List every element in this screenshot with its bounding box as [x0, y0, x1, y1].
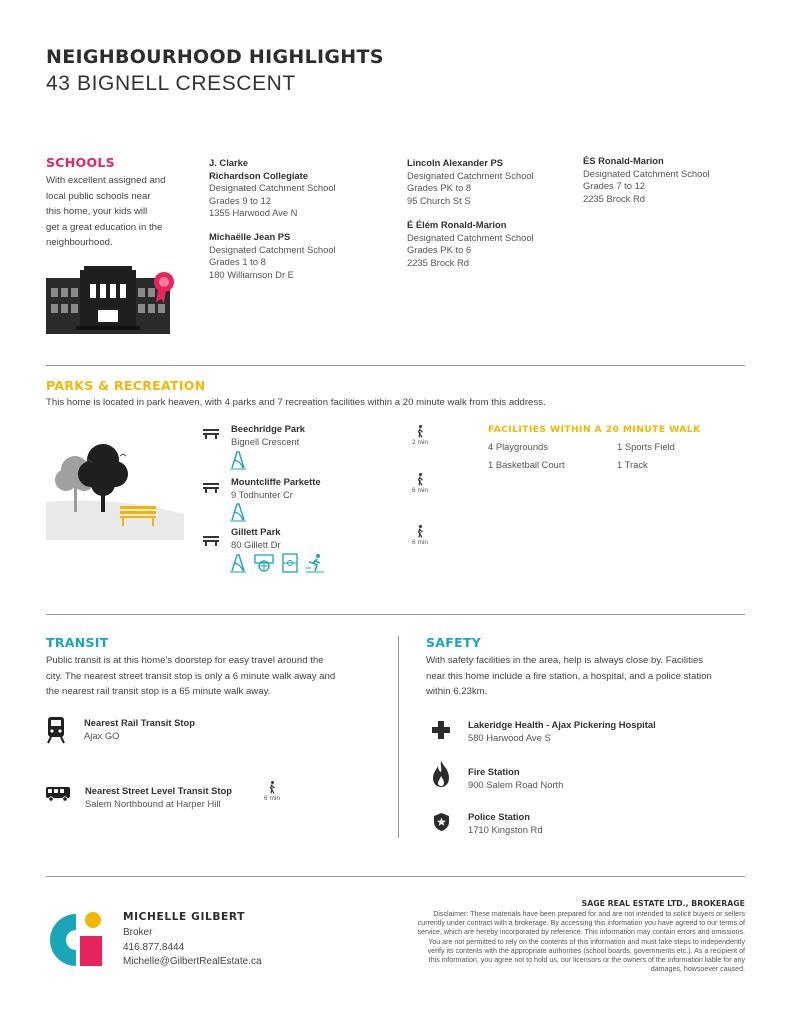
school-item: É Élém Ronald-Marion Designated Catchment School Grades PK to 6 2235 Brock Rd [407, 219, 534, 268]
school-item: J. Clarke Richardson Collegiate Designated Catchment School Grades 9 to 12 1355 Harwood Ave N [209, 157, 336, 219]
park-facility-icons [229, 553, 325, 578]
disclaimer-text: Disclaimer: These materials have been prepared for and are not intended to solicit buyers or sellers currently under contract with a brokerage. By accessing this information you have agreed to our terms of service, which are hereby incorporated by reference. This information may contain errors and omissions. You are not permitted to rely on the contents of this information and must take steps to independently verify its contents with the appropriate authorities (school boards, governments etc.). As a recipient of this information, you agree not to hold us, our licensors or the owners of the information liable for any damages, howsoever caused. [417, 910, 745, 974]
schools-description: With excellent assigned and local public schools near this home, your kids will get a great education in the neighbourhood. [46, 175, 166, 248]
street-transit-stop: Nearest Street Level Transit Stop Salem Northbound at Harper Hill [85, 785, 232, 809]
safety-item: Fire Station 900 Salem Road North [468, 766, 564, 790]
safety-description: With safety facilities in the area, help is always close by. Facilities near this home include a fire station, a hospital, and a police station within 6.23km. [426, 655, 712, 697]
park-name: Mountcliffe Parkette [231, 476, 321, 487]
facility-item: 1 Sports Field [617, 441, 675, 452]
walking-person-icon [416, 525, 424, 538]
agent-logo-icon [46, 910, 106, 970]
agent-phone[interactable]: 416.877.8444 [123, 941, 185, 953]
safety-item: Police Station 1710 Kingston Rd [468, 811, 543, 835]
park-item [203, 426, 219, 444]
playground-slide-icon [229, 450, 247, 470]
playground-slide-icon [229, 553, 247, 573]
page-title: NEIGHBOURHOOD HIGHLIGHTS [46, 46, 384, 68]
transit-description: Public transit is at this home's doorstep for easy travel around the city. The nearest street transit stop is only a 6 minute walk away and the nearest rail transit stop is a 65 minute walk away. [46, 655, 336, 697]
vertical-divider [398, 636, 399, 838]
train-icon [46, 716, 66, 744]
police-badge-icon [433, 812, 450, 832]
walking-person-icon [268, 781, 276, 794]
agent-role: Broker [123, 927, 153, 938]
divider [46, 365, 745, 366]
facility-item: 1 Track [617, 459, 648, 470]
walking-person-icon [416, 425, 424, 438]
walk-time: 6 min [408, 473, 432, 494]
bench-icon [203, 481, 219, 493]
schools-title: SCHOOLS [46, 155, 115, 170]
park-address: 80 Gillett Dr [231, 538, 281, 550]
bench-icon [203, 427, 219, 439]
hospital-cross-icon [431, 720, 451, 740]
rail-transit-stop: Nearest Rail Transit Stop Ajax GO [84, 717, 195, 741]
walk-time: 6 min [408, 525, 432, 546]
running-track-icon [305, 553, 325, 573]
park-name: Gillett Park [231, 526, 281, 537]
park-illustration-icon [46, 440, 186, 540]
sports-field-icon [282, 553, 298, 573]
safety-title: SAFETY [426, 635, 482, 650]
agent-contact [123, 926, 262, 970]
park-name: Beechridge Park [231, 423, 305, 434]
transit-title: TRANSIT [46, 635, 109, 650]
park-address: Bignell Crescent [231, 435, 300, 447]
agent-name: MICHELLE GILBERT [123, 911, 245, 923]
brokerage-name: SAGE REAL ESTATE LTD., BROKERAGE [581, 899, 745, 908]
parks-description: This home is located in park heaven, with 4 parks and 7 recreation facilities within a 20 minute walk from this address. [46, 397, 546, 408]
school-building-icon [46, 266, 186, 336]
walk-time: 6 min [260, 781, 284, 802]
walking-person-icon [416, 473, 424, 486]
divider [46, 876, 745, 877]
facilities-title: FACILITIES WITHIN A 20 MINUTE WALK [488, 424, 701, 435]
park-address: 9 Todhunter Cr [231, 488, 293, 500]
divider [46, 614, 745, 615]
walk-time: 2 min [408, 425, 432, 446]
safety-item: Lakeridge Health - Ajax Pickering Hospital 580 Harwood Ave S [468, 719, 656, 743]
school-item: Michaëlle Jean PS Designated Catchment School Grades 1 to 8 180 Williamson Dr E [209, 231, 336, 280]
bench-icon [203, 534, 219, 546]
basketball-hoop-icon [254, 553, 274, 573]
school-item: Lincoln Alexander PS Designated Catchment School Grades PK to 8 95 Church St S [407, 157, 534, 206]
park-item [203, 480, 219, 498]
school-item: ÉS Ronald-Marion Designated Catchment School Grades 7 to 12 2235 Brock Rd [583, 155, 710, 204]
park-item [203, 533, 219, 551]
facility-item: 1 Basketball Court [488, 459, 565, 470]
playground-slide-icon [229, 502, 247, 522]
fire-flame-icon [432, 760, 450, 788]
parks-title: PARKS & RECREATION [46, 378, 206, 393]
bus-icon [45, 786, 71, 802]
agent-email[interactable]: Michelle@GilbertRealEstate.ca [123, 956, 262, 968]
facility-item: 4 Playgrounds [488, 441, 548, 452]
page-subtitle-address: 43 BIGNELL CRESCENT [46, 72, 296, 95]
